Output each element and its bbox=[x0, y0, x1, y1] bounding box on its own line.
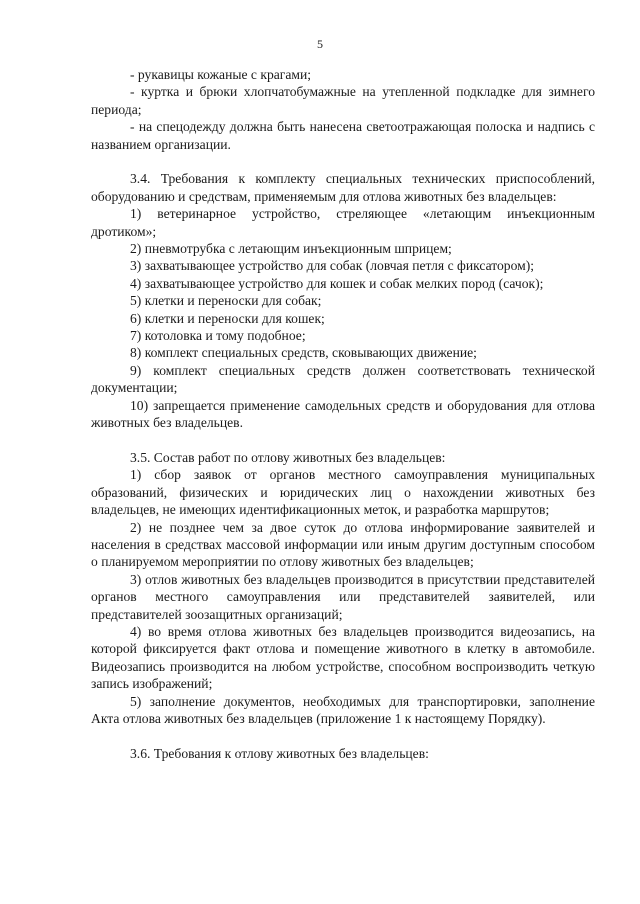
list-item: 4) захватывающее устройство для кошек и собак мелких пород (сачок); bbox=[130, 275, 544, 291]
list-item: 4) во время отлова животных без владельцев производится видеозапись, на которой фиксируется факт отлова и помещение животного в клетку в автомобиле. Видеозапись производится на любом устройстве, способном воспроизводить четкую запись изображений; bbox=[91, 623, 595, 692]
list-item: 10) запрещается применение самодельных средств и оборудования для отлова животных без владельцев. bbox=[91, 397, 595, 431]
blank-line bbox=[91, 432, 595, 449]
list-item: 7) котоловка и тому подобное; bbox=[130, 328, 306, 344]
section-heading-3-5: 3.5. Состав работ по отлову животных без владельцев: bbox=[130, 449, 446, 465]
list-item: 1) сбор заявок от органов местного самоуправления муниципальных образований, физических и юридических лиц о нахождении животных без владельцев, не имеющих идентификационных меток, и разработка маршрутов; bbox=[91, 467, 595, 518]
section-heading-3-6: 3.6. Требования к отлову животных без владельцев: bbox=[130, 745, 429, 761]
list-item: 3) отлов животных без владельцев производится в присутствии представителей органов местного самоуправления или представителей заявителей, или представителей зоозащитных организаций; bbox=[91, 571, 595, 622]
blank-line bbox=[91, 153, 595, 170]
paragraph: - куртка и брюки хлопчатобумажные на утепленной подкладке для зимнего периода; bbox=[91, 84, 595, 117]
list-item: 2) не позднее чем за двое суток до отлова информирование заявителей и населения в средствах массовой информации или иным другим доступным способом о планируемом мероприятии по отлову животных без владельцев; bbox=[91, 519, 595, 570]
list-item: 6) клетки и переноски для кошек; bbox=[130, 310, 325, 326]
list-item: 9) комплект специальных средств должен соответствовать технической документации; bbox=[91, 362, 595, 396]
paragraph: - рукавицы кожаные с крагами; bbox=[130, 67, 312, 82]
paragraph: - на спецодежду должна быть нанесена светоотражающая полоска и надпись с названием организации. bbox=[91, 119, 595, 152]
list-item: 5) заполнение документов, необходимых для транспортировки, заполнение Акта отлова животных без владельцев (приложение 1 к настоящему Порядку). bbox=[91, 693, 595, 726]
list-item: 8) комплект специальных средств, сковывающих движение; bbox=[130, 345, 477, 361]
document-body bbox=[91, 66, 595, 762]
section-heading-3-4: 3.4. Требования к комплекту специальных технических приспособлений, оборудованию и средствам, применяемым для отлова животных без владельцев: bbox=[91, 171, 595, 204]
list-item: 1) ветеринарное устройство, стреляющее «летающим инъекционным дротиком»; bbox=[91, 206, 595, 239]
list-item: 2) пневмотрубка с летающим инъекционным шприцем; bbox=[130, 241, 452, 257]
list-item: 3) захватывающее устройство для собак (ловчая петля с фиксатором); bbox=[130, 258, 535, 274]
list-item: 5) клетки и переноски для собак; bbox=[130, 293, 322, 309]
blank-line bbox=[91, 727, 595, 744]
page-number: 5 bbox=[317, 37, 323, 51]
